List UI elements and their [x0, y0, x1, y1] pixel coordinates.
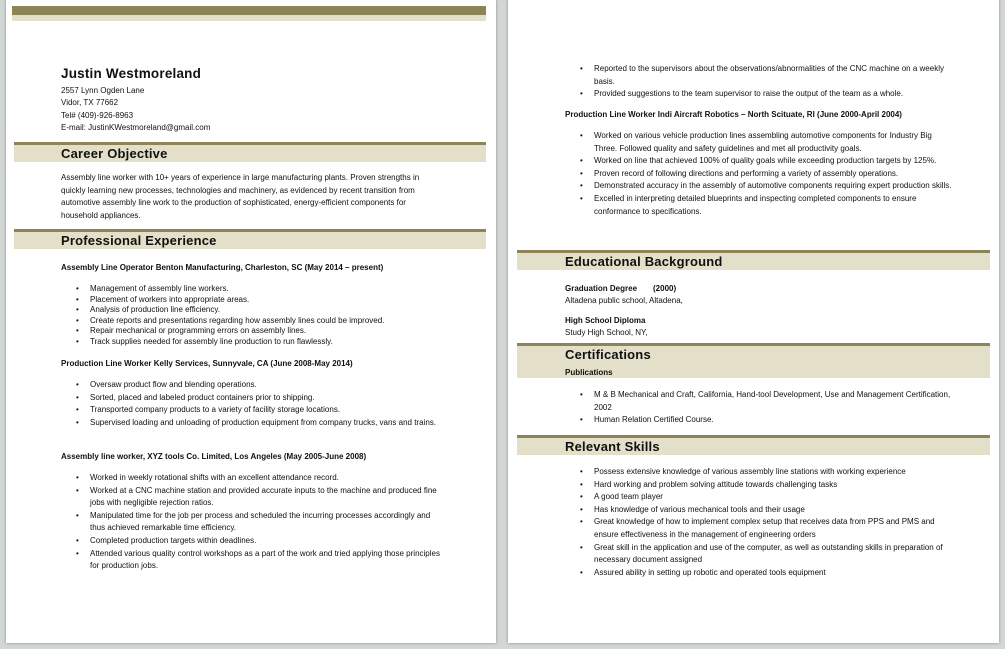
section-header-certifications: [517, 343, 990, 378]
education-entry: [565, 283, 945, 307]
job-bullets-continued: [565, 63, 955, 101]
section-title: Certifications: [565, 347, 651, 362]
list-item: • Transported company products to a variety of facility storage locations.: [61, 404, 441, 417]
list-item: • Excelled in interpreting detailed blueprints and inspecting completed components to ensure conformance to specifications.: [565, 193, 955, 218]
list-item: • Completed production targets within deadlines.: [61, 535, 441, 548]
career-objective-text: [61, 172, 481, 222]
list-item: • Manipulated time for the job per process and scheduled the incurring processes accordingly and thus achieved remarkable time efficiency.: [61, 510, 441, 535]
job-heading: Production Line Worker Kelly Services, Sunnyvale, CA (June 2008-May 2014): [61, 359, 353, 368]
contact-email: E-mail: JustinKWestmoreland@gmail.com: [61, 122, 211, 132]
resume-page-2: [508, 0, 999, 643]
list-item: • Provided suggestions to the team supervisor to raise the output of the team as a whole.: [565, 88, 955, 101]
job-bullets: [61, 472, 441, 573]
school-name: Altadena public school, Altadena,: [565, 296, 683, 305]
list-item: • Hard working and problem solving attitude towards challenging tasks: [565, 479, 955, 492]
list-item: • Assured ability in setting up robotic and operated tools equipment: [565, 567, 955, 580]
list-item: • Worked at a CNC machine station and provided accurate inputs to the machine and produced fine jobs with negligible rejection ratios.: [61, 485, 441, 510]
list-item: • Attended various quality control workshops as a part of the work and tried applying those principles for production jobs.: [61, 548, 441, 573]
job-heading: Assembly Line Operator Benton Manufacturing, Charleston, SC (May 2014 – present): [61, 263, 384, 272]
section-header-education: [517, 250, 990, 270]
list-item: • Worked on various vehicle production lines assembling automotive components for Industry Big Three. Followed quality and safety guidelines and met all productivity goals.: [565, 130, 955, 155]
list-item: • Management of assembly line workers.: [61, 284, 441, 295]
job-bullets: [61, 284, 441, 348]
list-item: • Worked in weekly rotational shifts with an excellent attendance record.: [61, 472, 441, 485]
list-item: • Demonstrated accuracy in the assembly of automotive components requiring expert production skills.: [565, 180, 955, 193]
job-bullets: [61, 379, 441, 429]
list-item: • Reported to the supervisors about the observations/abnormalities of the CNC machine on a weekly basis.: [565, 63, 955, 88]
text-line: Assembly line worker with 10+ years of experience in large manufacturing plants. Proven strengths in: [61, 173, 420, 182]
list-item: • Create reports and presentations regarding how assembly lines could be improved.: [61, 316, 441, 327]
text-line: automotive assembly line work to the production of sophisticated, energy-efficient components for: [61, 198, 406, 208]
degree-year: (2000): [653, 284, 677, 293]
contact-city: Vidor, TX 77662: [61, 98, 119, 108]
certification-bullets: [565, 389, 955, 427]
list-item: • Sorted, placed and labeled product containers prior to shipping.: [61, 392, 441, 405]
job-heading: Assembly line worker, XYZ tools Co. Limited, Los Angeles (May 2005-June 2008): [61, 452, 367, 461]
section-title: Educational Background: [565, 254, 723, 269]
section-header-career-objective: [14, 142, 486, 162]
skills-bullets: [565, 466, 955, 579]
list-item: • Human Relation Certified Course.: [565, 414, 955, 427]
candidate-name: Justin Westmoreland: [61, 66, 202, 81]
degree-name: High School Diploma: [565, 316, 646, 325]
job-bullets: [565, 130, 955, 218]
list-item: • Analysis of production line efficiency.: [61, 305, 441, 316]
school-name: Study High School, NY,: [565, 328, 648, 337]
list-item: • Possess extensive knowledge of various assembly line stations with working experience: [565, 466, 955, 479]
section-subtitle: Publications: [565, 368, 613, 377]
contact-address: 2557 Lynn Ogden Lane: [61, 86, 145, 95]
contact-block: [61, 85, 210, 134]
section-header-professional-experience: [14, 229, 486, 249]
degree-name: Graduation Degree: [565, 284, 638, 293]
resume-page-1: [6, 0, 496, 643]
list-item: • Placement of workers into appropriate areas.: [61, 295, 441, 306]
list-item: • Great knowledge of how to implement complex setup that receives data from PPS and PMS and ensure effectiveness in the management of engineering orders: [565, 516, 955, 541]
list-item: • Supervised loading and unloading of production equipment from company trucks, vans and trains.: [61, 417, 441, 430]
education-entry: [565, 315, 945, 339]
section-title: Professional Experience: [61, 233, 217, 248]
list-item: • Repair mechanical or programming errors on assembly lines.: [61, 326, 441, 337]
section-title: Relevant Skills: [565, 439, 660, 454]
list-item: • Worked on line that achieved 100% of quality goals while exceeding production targets by 125%.: [565, 155, 955, 168]
section-header-skills: [517, 435, 990, 455]
list-item: • Track supplies needed for assembly line production to run flawlessly.: [61, 337, 441, 348]
list-item: • Proven record of following directions and performing a variety of assembly operations.: [565, 168, 955, 181]
text-line: quickly learning new processes, technologies and machinery, as evidenced by recent transition from: [61, 185, 415, 195]
section-title: Career Objective: [61, 146, 168, 161]
header-accent-bar: [12, 6, 486, 21]
list-item: • Great skill in the application and use of the computer, as well as outstanding skills in preparation of necessary document assigned: [565, 542, 955, 567]
text-line: household appliances.: [61, 210, 141, 220]
job-heading: Production Line Worker Indi Aircraft Robotics – North Scituate, RI (June 2000-April 2004): [565, 110, 902, 119]
contact-phone: Tel# (409)-926-8963: [61, 110, 134, 120]
list-item: • A good team player: [565, 491, 955, 504]
list-item: • Has knowledge of various mechanical tools and their usage: [565, 504, 955, 517]
list-item: • M & B Mechanical and Craft, California, Hand-tool Development, Use and Management Certification, 2002: [565, 389, 955, 414]
list-item: • Oversaw product flow and blending operations.: [61, 379, 441, 392]
